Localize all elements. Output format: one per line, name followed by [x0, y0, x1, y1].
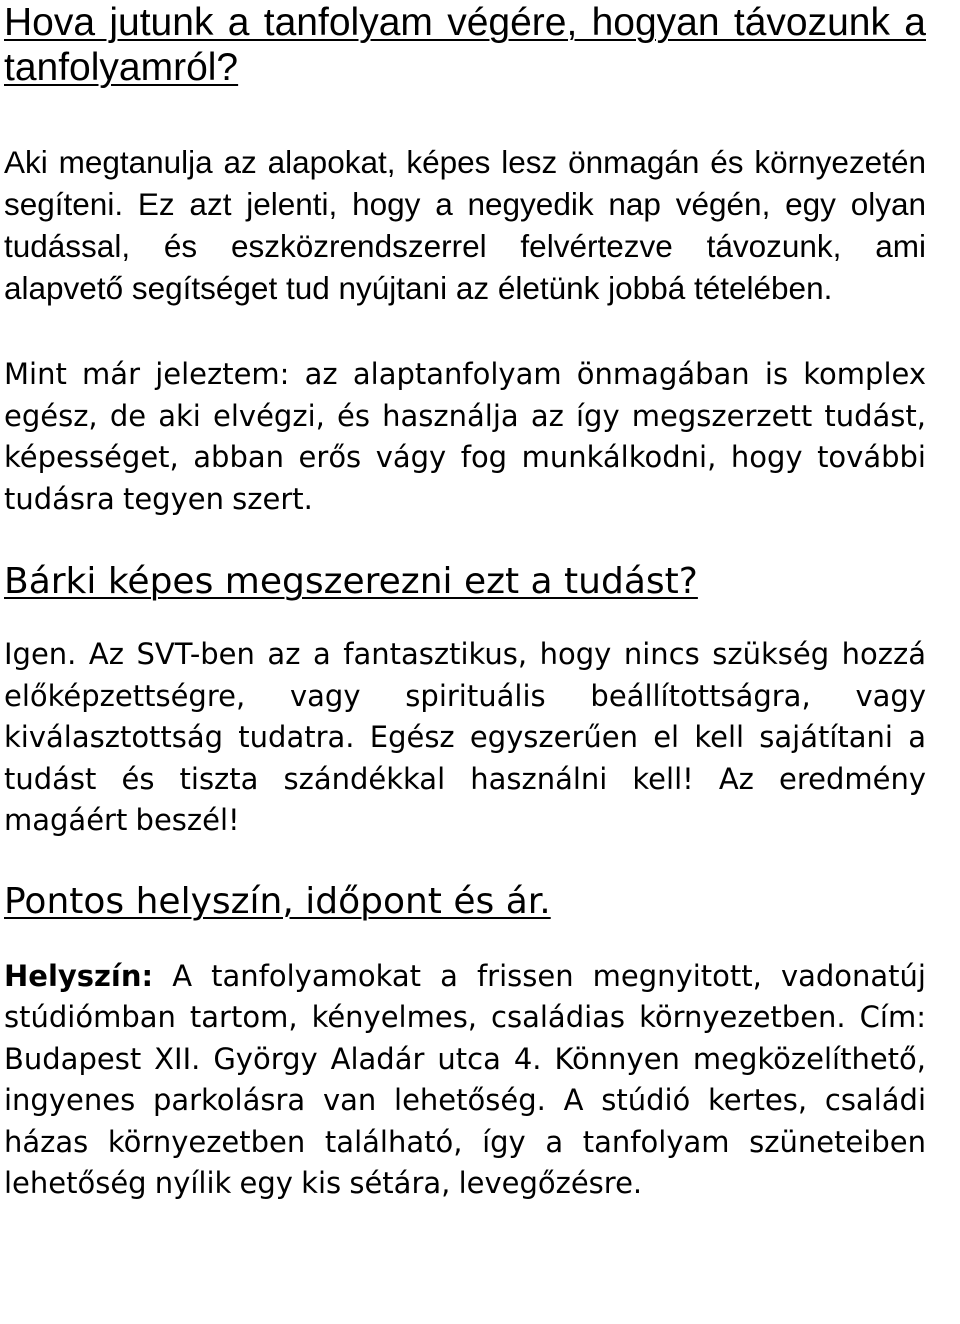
- paragraph-anyone-can-learn: Igen. Az SVT-ben az a fantasztikus, hogy nincs szükség hozzá előképzettségre, vagy spirituális beállítottságra, vagy kiválasztottság tudatra. Egész egyszerűen el kell sajátítani a tudást és tiszta szándékkal használni kell! Az eredmény magáért beszél!: [4, 637, 926, 837]
- location-description: A tanfolyamokat a frissen megnyitott, vadonatúj stúdiómban tartom, kényelmes, családias környezetben. Cím: Budapest XII. György Aladár utca 4. Könnyen megközelíthető, ingyenes parkolásra van lehetőség. A stúdió kertes, családi házas környezetben található, így a tanfolyam szüneteiben lehetőség nyílik egy kis sétára, levegőzésre.: [4, 958, 926, 1200]
- section-heading-who-can-learn: Bárki képes megszerezni ezt a tudást?: [4, 561, 698, 602]
- paragraph-location: [4, 956, 926, 1205]
- location-label: Helyszín:: [4, 958, 154, 993]
- document-body: [4, 0, 926, 1205]
- paragraph-course-outcome: Aki megtanulja az alapokat, képes lesz önmagán és környezetén segíteni. Ez azt jelenti, hogy a negyedik nap végén, egy olyan tudással, és eszközrendszerrel felvértezve távozunk, ami alapvető segítséget tud nyújtani az életünk jobbá tételében.: [4, 144, 926, 306]
- paragraph-further-knowledge: Mint már jeleztem: az alaptanfolyam önmagában is komplex egész, de aki elvégzi, és használja az így megszerzett tudást, képességet, abban erős vágy fog munkálkodni, hogy további tudásra tegyen szert.: [4, 357, 926, 516]
- section-heading-course-end: Hova jutunk a tanfolyam végére, hogyan távozunk a tanfolyamról?: [4, 1, 926, 89]
- section-heading-location-time-price: Pontos helyszín, időpont és ár.: [4, 880, 551, 922]
